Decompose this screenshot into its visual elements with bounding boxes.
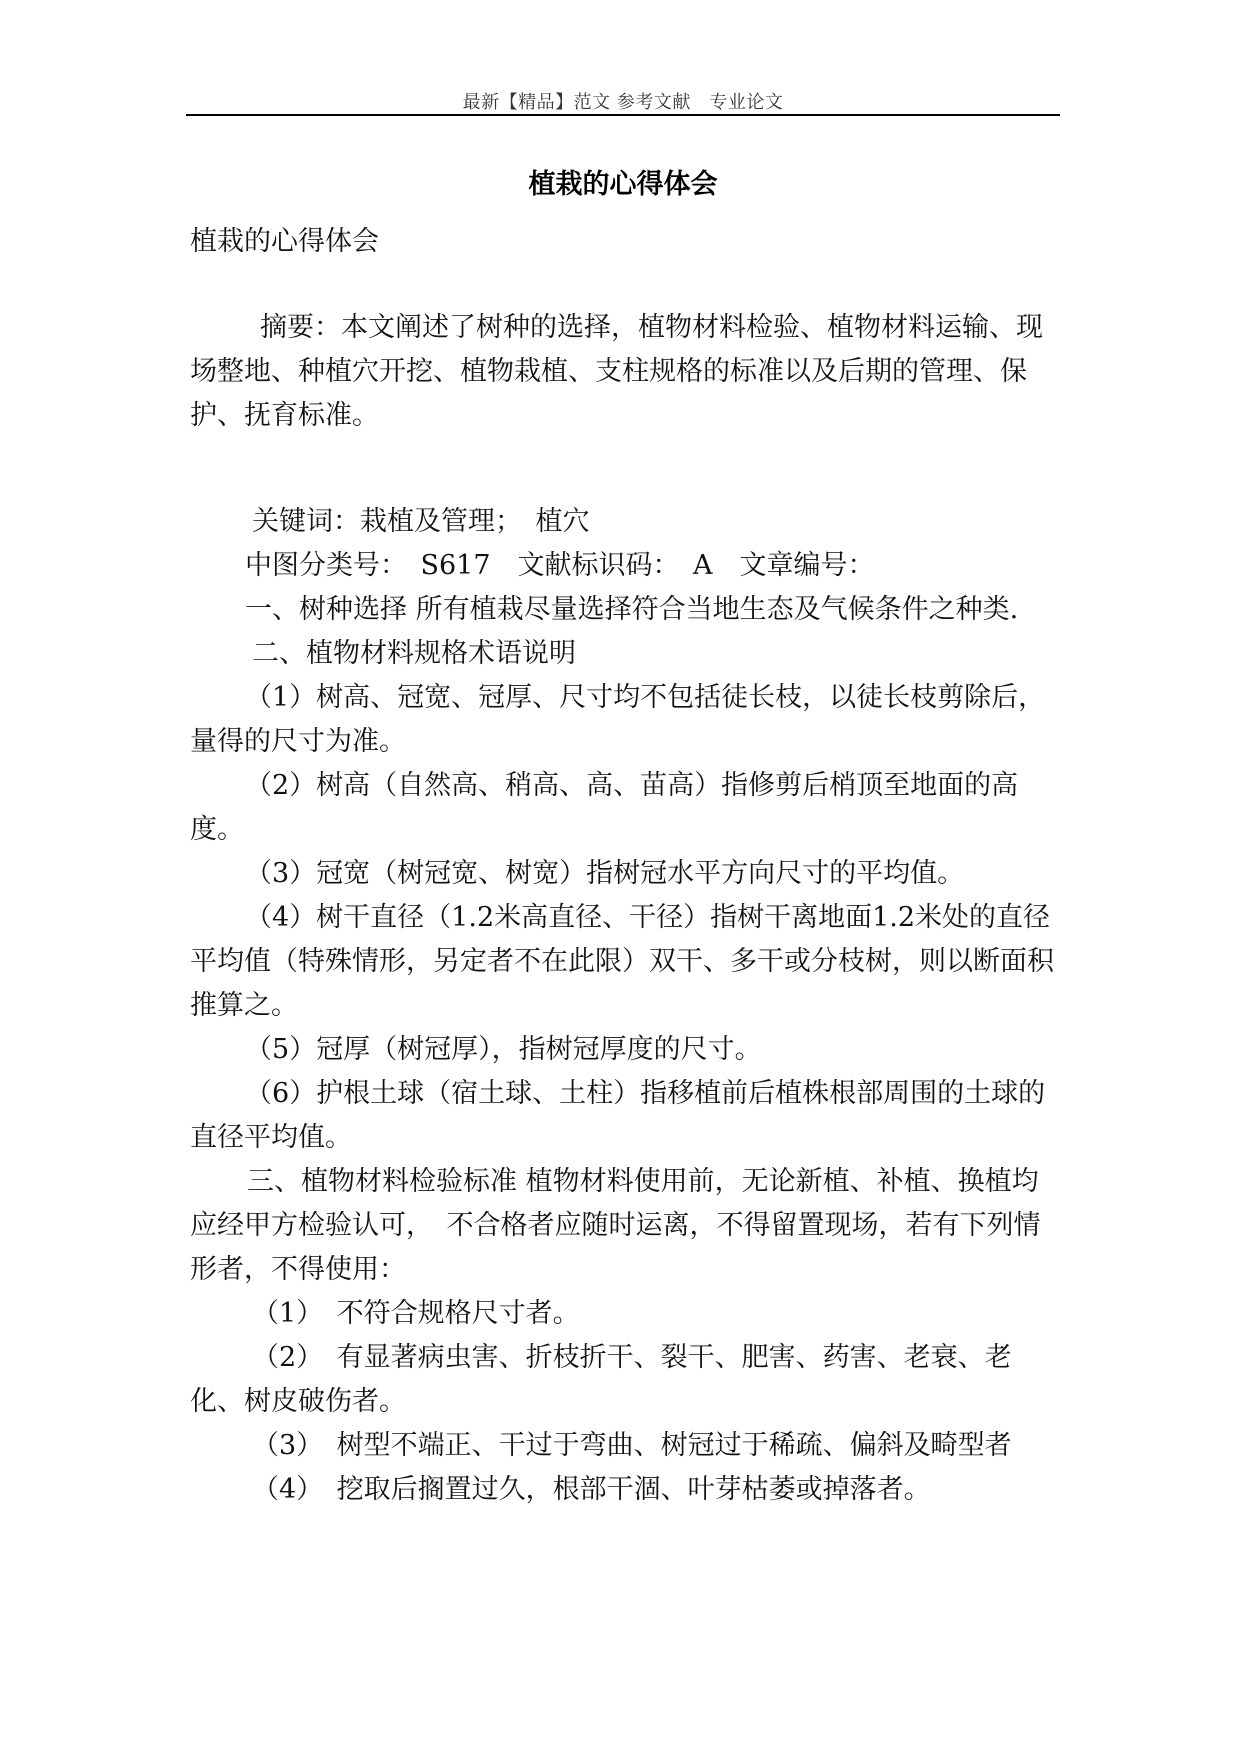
section-3-item: （4） 挖取后搁置过久，根部干涸、叶芽枯萎或掉落者。: [252, 1474, 931, 1505]
section-2-item: （5）冠厚（树冠厚），指树冠厚度的尺寸。: [245, 1034, 762, 1065]
document-subtitle: 植栽的心得体会: [190, 226, 379, 257]
section-1-paragraph: 一、树种选择 所有植栽尽量选择符合当地生态及气候条件之种类.: [245, 594, 1019, 625]
section-2-item: （6）护根土球（宿土球、土柱）指移植前后植株根部周围的土球的直径平均值。: [190, 1078, 1046, 1153]
classification-line: 中图分类号： S617 文献标识码： A 文章编号：: [245, 550, 875, 581]
header-divider: [186, 114, 1060, 116]
section-2-item: （2）树高（自然高、稍高、高、苗高）指修剪后梢顶至地面的高度。: [190, 770, 1019, 845]
section-2-item: （1）树高、冠宽、冠厚、尺寸均不包括徒长枝，以徒长枝剪除后，量得的尺寸为准。: [190, 682, 1046, 757]
section-3-item: （3） 树型不端正、干过于弯曲、树冠过于稀疏、偏斜及畸型者: [252, 1430, 1012, 1461]
section-2-item: （3）冠宽（树冠宽、树宽）指树冠水平方向尺寸的平均值。: [245, 858, 965, 889]
section-3-item: （1） 不符合规格尺寸者。: [252, 1298, 580, 1329]
section-3-item: （2） 有显著病虫害、折枝折干、裂干、肥害、药害、老衰、老化、树皮破伤者。: [190, 1342, 1012, 1417]
document-title: 植栽的心得体会: [528, 169, 718, 200]
section-3-paragraph: 三、植物材料检验标准 植物材料使用前，无论新植、补植、换植均应经甲方检验认可， 不合格者应随时运离，不得留置现场，若有下列情形者，不得使用：: [190, 1166, 1041, 1285]
document-body: [190, 220, 1062, 1512]
section-2-item: （4）树干直径（1.2米高直径、干径）指树干离地面1.2米处的直径平均值（特殊情形，另定者不在此限）双干、多干或分枝树，则以断面积推算之。: [190, 902, 1054, 1021]
abstract-paragraph: 摘要：本文阐述了树种的选择，植物材料检验、植物材料运输、现场整地、种植穴开挖、植物栽植、支柱规格的标准以及后期的管理、保护、抚育标准。: [190, 312, 1043, 431]
section-2-heading: 二、植物材料规格术语说明: [252, 638, 576, 669]
keywords-line: 关键词：栽植及管理； 植穴: [252, 506, 590, 537]
running-header: 最新【精品】范文 参考文献 专业论文: [462, 92, 784, 113]
